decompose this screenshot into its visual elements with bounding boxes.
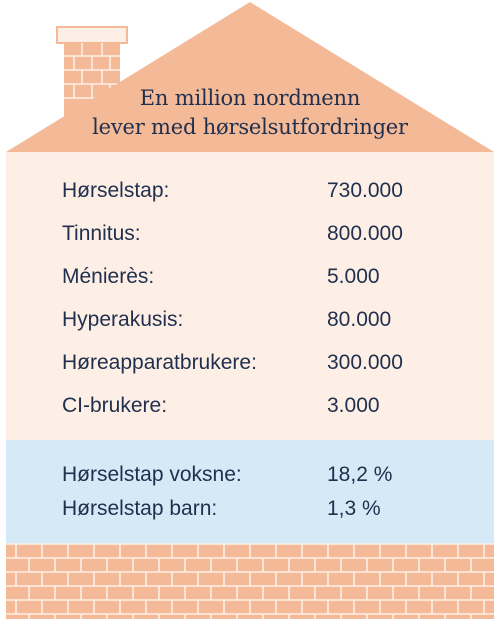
percentage-value-barn: 1,3 % (327, 497, 381, 520)
stat-value-horselstap: 730.000 (327, 179, 403, 202)
stat-value-ci-brukere: 3.000 (327, 394, 380, 417)
stat-label-menieres: Ménierès: (62, 265, 155, 288)
stat-label-tinnitus: Tinnitus: (62, 222, 141, 245)
percentage-label-voksne: Hørselstap voksne: (62, 463, 242, 486)
stat-label-ci-brukere: CI-brukere: (62, 394, 168, 417)
stat-label-hoereapparatbrukere: Høreapparatbrukere: (62, 351, 257, 374)
title-line-2: lever med hørselsutfordringer (92, 115, 408, 139)
brick-foundation (6, 544, 494, 619)
stat-value-hyperakusis: 80.000 (327, 308, 392, 331)
stat-label-hyperakusis: Hyperakusis: (62, 308, 184, 331)
percentage-label-barn: Hørselstap barn: (62, 497, 218, 520)
stat-value-hoereapparatbrukere: 300.000 (327, 351, 403, 374)
stat-value-menieres: 5.000 (327, 265, 380, 288)
wall-band (6, 440, 494, 544)
stat-value-tinnitus: 800.000 (327, 222, 403, 245)
stat-label-horselstap: Hørselstap: (62, 179, 170, 202)
percentage-value-voksne: 18,2 % (327, 463, 393, 486)
title-line-1: En million nordmenn (139, 86, 361, 110)
